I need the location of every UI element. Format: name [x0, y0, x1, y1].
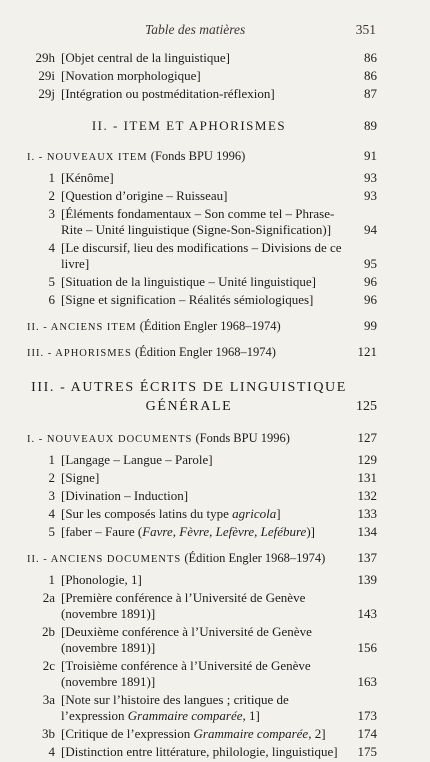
- entry-title-part: [Sur les composés latins du type: [61, 506, 233, 521]
- entry-title: [Phonologie, 1]: [61, 572, 142, 587]
- toc-entry: [27, 744, 377, 760]
- subsection-heading: [27, 430, 377, 446]
- section-title: II. - ITEM ET APHORISMES: [91, 118, 287, 133]
- entry-page: 163: [357, 674, 377, 689]
- entry-number: 3: [48, 488, 55, 503]
- subsection-page: 91: [364, 148, 377, 163]
- entry-title-part: ]: [276, 506, 281, 521]
- entry-page: 95: [364, 256, 377, 271]
- entry-number: 4: [48, 744, 55, 759]
- entry-title: [Novation morphologique]: [61, 68, 201, 83]
- entry-title-part: , 1]: [242, 708, 260, 723]
- entry-number: 2c: [42, 658, 55, 673]
- section-title: [27, 378, 351, 416]
- entry-page: 93: [364, 188, 377, 203]
- entry-title-part: [Critique de l’expression: [61, 726, 194, 741]
- entry-title-italic: Favre, Fèvre, Lefèvre, Lefébure: [142, 524, 307, 539]
- entry-title: [Question d’origine – Ruisseau]: [61, 188, 228, 203]
- entry-title-part: [faber – Faure (: [61, 524, 143, 539]
- subsection-source: (Fonds BPU 1996): [192, 431, 290, 445]
- entry-page: 139: [357, 572, 377, 587]
- subsection-page: 121: [357, 344, 377, 359]
- entry-number: 5: [48, 274, 55, 289]
- entry-number: 4: [48, 240, 55, 255]
- subsection-source: (Édition Engler 1968–1974): [181, 551, 326, 565]
- entry-title: [Deuxième conférence à l’Université de Genève (novembre 1891)]: [61, 624, 312, 655]
- entry-title: [Intégration ou postméditation-réflexion]: [61, 86, 275, 101]
- entry-title-part: )]: [306, 524, 316, 539]
- entry-title: [61, 506, 351, 522]
- entry-title: [Distinction entre littérature, philologie, linguistique]: [61, 744, 338, 759]
- entry-page: 131: [357, 470, 377, 485]
- section-heading: [27, 118, 377, 134]
- entry-page: 129: [357, 452, 377, 467]
- entry-title: [Divination – Induction]: [61, 488, 189, 503]
- section-heading: [27, 378, 377, 416]
- toc-entry: [27, 692, 377, 724]
- entry-page: 173: [357, 708, 377, 723]
- entry-title: [Signe]: [61, 470, 100, 485]
- entry-number: 5: [48, 524, 55, 539]
- section-title-line: GÉNÉRALE: [145, 399, 233, 414]
- subsection-page: 99: [364, 318, 377, 333]
- entry-title: [61, 692, 351, 724]
- entry-page: 156: [357, 640, 377, 655]
- entry-title: [61, 726, 351, 742]
- toc-entry: [27, 68, 377, 84]
- toc-entry: [27, 488, 377, 504]
- toc-entry: [27, 240, 377, 272]
- entry-number: 2b: [42, 624, 55, 639]
- subsection-page: 127: [357, 430, 377, 445]
- entry-page: 93: [364, 170, 377, 185]
- entry-page: 96: [364, 292, 377, 307]
- subsection-heading: [27, 344, 377, 360]
- subsection-heading: [27, 148, 377, 164]
- entry-number: 1: [48, 170, 55, 185]
- entry-title-italic: Grammaire comparée: [127, 708, 243, 723]
- toc-entry: [27, 590, 377, 622]
- entry-number: 2: [48, 470, 55, 485]
- toc-entry: [27, 452, 377, 468]
- entry-number: 3: [48, 206, 55, 221]
- toc-entry: [27, 524, 377, 540]
- toc-entry: [27, 292, 377, 308]
- entry-title-part: , 2]: [308, 726, 326, 741]
- toc-entry: [27, 572, 377, 588]
- entry-number: 1: [48, 452, 55, 467]
- page-number: 351: [355, 22, 376, 37]
- toc-entry: [27, 624, 377, 656]
- entry-title: [Langage – Langue – Parole]: [61, 452, 213, 467]
- entry-title-italic: agricola: [232, 506, 277, 521]
- toc-entry: [27, 206, 377, 238]
- table-of-contents: [27, 50, 377, 762]
- toc-entry: [27, 726, 377, 742]
- running-head: [0, 22, 430, 40]
- entry-number: 6: [48, 292, 55, 307]
- entry-title: [Situation de la linguistique – Unité linguistique]: [61, 274, 316, 289]
- entry-page: 174: [357, 726, 377, 741]
- toc-entry: [27, 188, 377, 204]
- entry-number: 29h: [35, 50, 55, 65]
- entry-title: [Éléments fondamentaux – Son comme tel – Phrase-Rite – Unité linguistique (Signe-Son-Signification)]: [61, 206, 335, 237]
- entry-title: [Première conférence à l’Université de Genève (novembre 1891)]: [61, 590, 306, 621]
- subsection-label: III. - APHORISMES: [27, 348, 132, 359]
- entry-page: 132: [357, 488, 377, 503]
- toc-entry: [27, 170, 377, 186]
- entry-page: 87: [364, 86, 377, 101]
- subsection-source: (Édition Engler 1968–1974): [131, 345, 276, 359]
- toc-entry: [27, 658, 377, 690]
- entry-number: 3a: [42, 692, 55, 707]
- entry-title-italic: Grammaire comparée: [193, 726, 309, 741]
- entry-number: 2: [48, 188, 55, 203]
- subsection-label: II. - ANCIENS ITEM: [27, 322, 137, 333]
- section-page: 125: [356, 399, 377, 414]
- subsection-source: (Fonds BPU 1996): [147, 149, 246, 163]
- subsection-heading: [27, 550, 377, 566]
- entry-number: 2a: [42, 590, 55, 605]
- entry-page: 86: [364, 50, 377, 65]
- entry-page: 134: [357, 524, 377, 539]
- toc-entry: [27, 470, 377, 486]
- subsection-label: II. - ANCIENS DOCUMENTS: [27, 554, 182, 565]
- entry-number: 29i: [38, 68, 55, 83]
- entry-number: 4: [48, 506, 55, 521]
- entry-title: [Le discursif, lieu des modifications – Divisions de ce livre]: [61, 240, 342, 271]
- toc-entry: [27, 274, 377, 290]
- entry-page: 175: [357, 744, 377, 759]
- entry-page: 96: [364, 274, 377, 289]
- entry-page: 143: [357, 606, 377, 621]
- toc-entry: [27, 86, 377, 102]
- entry-number: 3b: [42, 726, 55, 741]
- entry-page: 133: [357, 506, 377, 521]
- section-page: 89: [364, 118, 377, 133]
- subsection-heading: [27, 318, 377, 334]
- entry-title: [61, 524, 351, 540]
- entry-page: 86: [364, 68, 377, 83]
- entry-number: 1: [48, 572, 55, 587]
- toc-entry: [27, 50, 377, 66]
- entry-page: 94: [364, 222, 377, 237]
- entry-title-part: [Note sur l’histoire des langues ; critique de l’expression: [61, 692, 289, 723]
- subsection-source: (Édition Engler 1968–1974): [136, 319, 281, 333]
- entry-number: 29j: [38, 86, 55, 101]
- subsection-page: 137: [357, 550, 377, 565]
- section-title-line: III. - AUTRES ÉCRITS DE LINGUISTIQUE: [31, 380, 347, 395]
- toc-entry: [27, 506, 377, 522]
- entry-title: [Signe et signification – Réalités sémiologiques]: [61, 292, 314, 307]
- entry-title: [Troisième conférence à l’Université de Genève (novembre 1891)]: [61, 658, 311, 689]
- running-head-title: Table des matières: [145, 22, 246, 37]
- entry-title: [Objet central de la linguistique]: [61, 50, 230, 65]
- entry-title: [Kénôme]: [61, 170, 114, 185]
- subsection-label: I. - NOUVEAUX DOCUMENTS: [27, 434, 193, 445]
- subsection-label: I. - NOUVEAUX ITEM: [27, 152, 148, 163]
